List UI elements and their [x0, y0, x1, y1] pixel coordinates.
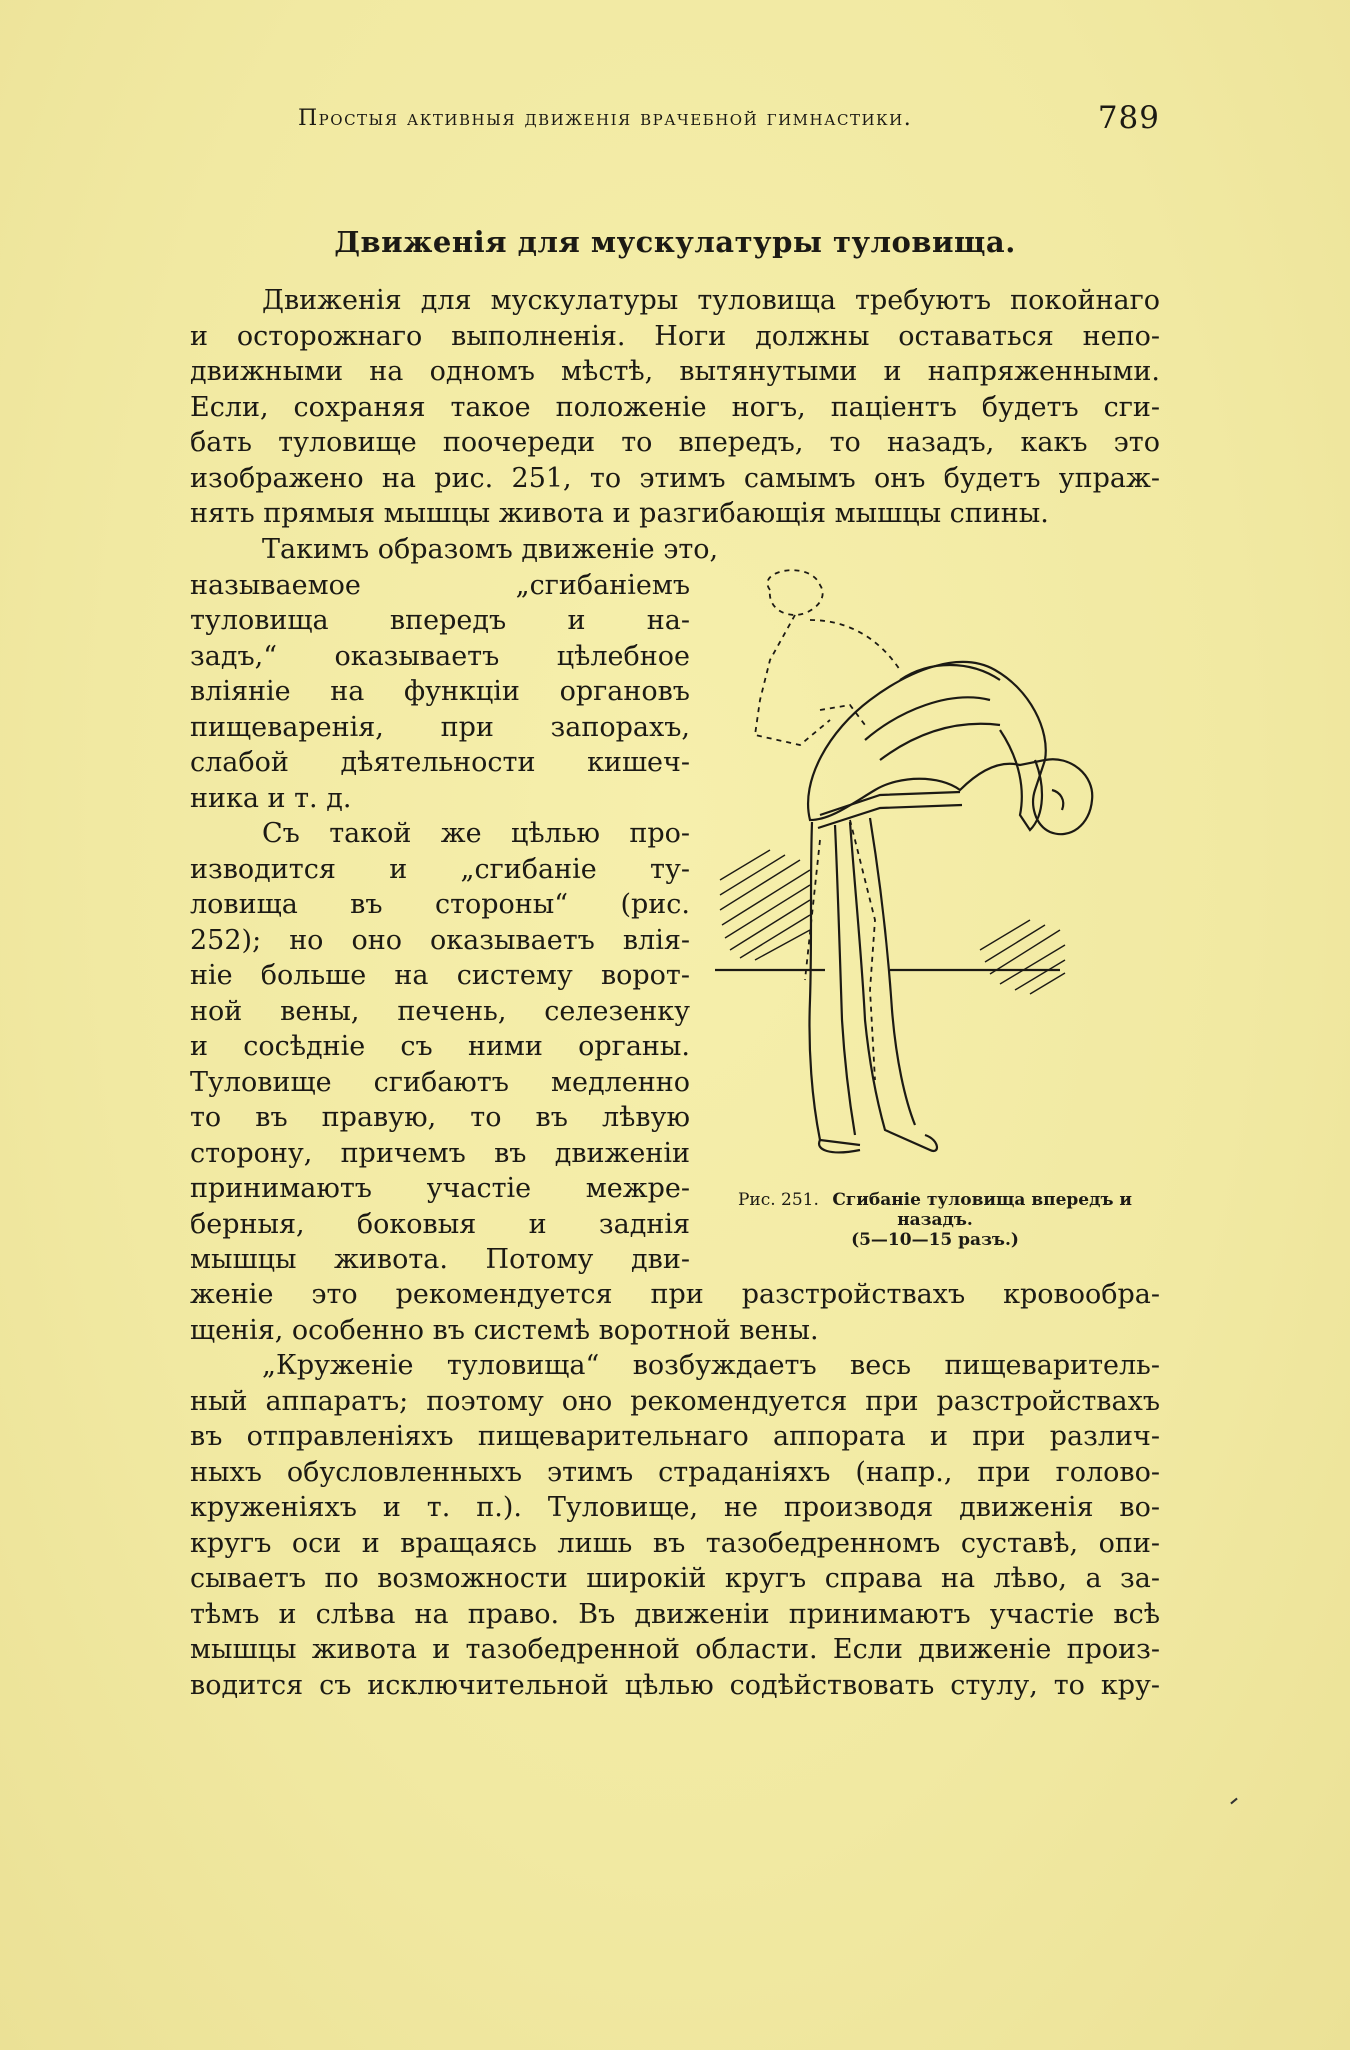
text-line: женіе это рекомендуется при разстройствахъ кровообра- — [190, 1279, 1160, 1310]
text-line: задъ,“ оказываетъ цѣлебное — [190, 640, 690, 672]
figure-drawing — [700, 560, 1170, 1180]
text-line: щенія, особенно въ системѣ воротной вены. — [190, 1314, 819, 1346]
running-title: Простыя активныя движенія врачебной гимнастики. — [298, 106, 913, 131]
text-line: тѣмъ и слѣва на право. Въ движеніи принимаютъ участіе всѣ — [190, 1598, 1160, 1630]
text-line: берныя, боковыя и заднія — [190, 1208, 690, 1240]
text-line: въ отправленіяхъ пищеварительнаго аппората и при различ- — [190, 1421, 1160, 1452]
text-line: Такимъ образомъ движеніе это, — [262, 534, 719, 565]
text-line: изводится и „сгибаніе ту- — [190, 853, 690, 885]
text-line: ной вены, печень, селезенку — [190, 995, 690, 1027]
figure-label: Рис. 251. — [737, 1190, 819, 1210]
text-line: слабой дѣятельности кишеч- — [190, 747, 690, 778]
text-line: пищеваренія, при запорахъ, — [190, 711, 690, 743]
text-line: и сосѣдніе съ ними органы. — [190, 1031, 690, 1062]
text-line: ника и т. д. — [190, 782, 352, 814]
paragraph-intro — [190, 283, 1160, 532]
text-line: движными на одномъ мѣстѣ, вытянутыми и напряженными. — [190, 356, 1160, 387]
text-line: мышцы живота. Потому дви- — [190, 1244, 690, 1275]
text-line: нять прямыя мышцы живота и разгибающія мышцы спины. — [190, 498, 1049, 529]
text-line: Съ такой же цѣлью про- — [262, 818, 690, 849]
text-line: и осторожнаго выполненія. Ноги должны оставаться непо- — [190, 320, 1160, 352]
text-line: 252); но оно оказываетъ влія- — [190, 924, 690, 956]
paragraph-continuation — [190, 1277, 1160, 1348]
bending-figure-illustration — [700, 560, 1170, 1180]
text-line: круженіяхъ и т. п.). Туловище, не производя движенія во- — [190, 1492, 1160, 1523]
figure-repetitions: (5—10—15 разъ.) — [851, 1230, 1019, 1250]
text-line: бать туловище поочереди то впередъ, то назадъ, какъ это — [190, 427, 1160, 458]
text-line: „Круженіе туловища“ возбуждаетъ весь пищеваритель- — [262, 1350, 1160, 1381]
paragraph-left-column — [190, 532, 719, 1278]
text-line: называемое „сгибаніемъ — [190, 569, 690, 601]
page-number: 789 — [1097, 100, 1160, 136]
text-line: Если, сохраняя такое положеніе ногъ, паціентъ будетъ сги- — [190, 391, 1160, 423]
section-title: Движенія для мускулатуры туловища. — [334, 225, 1016, 259]
text-line: вліяніе на функціи органовъ — [190, 676, 690, 707]
text-line: Туловище сгибаютъ медленно — [190, 1066, 690, 1098]
text-line: кругъ оси и вращаясь лишь въ тазобедренномъ суставѣ, опи- — [190, 1527, 1160, 1559]
figure-caption — [700, 1190, 1170, 1250]
text-line: то въ правую, то въ лѣвую — [190, 1102, 690, 1133]
text-line: принимаютъ участіе межре- — [190, 1173, 690, 1204]
text-line: водится съ исключительной цѣлью содѣйствовать стулу, то кру- — [190, 1669, 1160, 1701]
text-line: ный аппаратъ; поэтому оно рекомендуется при разстройствахъ — [190, 1385, 1160, 1417]
text-line: сываетъ по возможности широкій кругъ справа на лѣво, а за- — [190, 1563, 1160, 1594]
text-line: Движенія для мускулатуры туловища требуютъ покойнаго — [262, 285, 1160, 316]
paragraph-rotation — [190, 1348, 1160, 1703]
text-line: сторону, причемъ въ движеніи — [190, 1137, 690, 1169]
text-line: туловища впередъ и на- — [190, 605, 690, 636]
figure-caption-text: Сгибаніе туловища впередъ и назадъ. — [832, 1190, 1133, 1230]
text-line: ныхъ обусловленныхъ этимъ страданіяхъ (напр., при голово- — [190, 1456, 1160, 1488]
running-head — [190, 100, 1160, 150]
text-line: ловища въ стороны“ (рис. — [190, 889, 690, 920]
text-line: изображено на рис. 251, то этимъ самымъ онъ будетъ упраж- — [190, 462, 1160, 494]
text-line: ніе больше на систему ворот- — [190, 960, 690, 991]
margin-mark — [1230, 1798, 1237, 1805]
text-line: мышцы живота и тазобедренной области. Если движеніе произ- — [190, 1634, 1160, 1665]
